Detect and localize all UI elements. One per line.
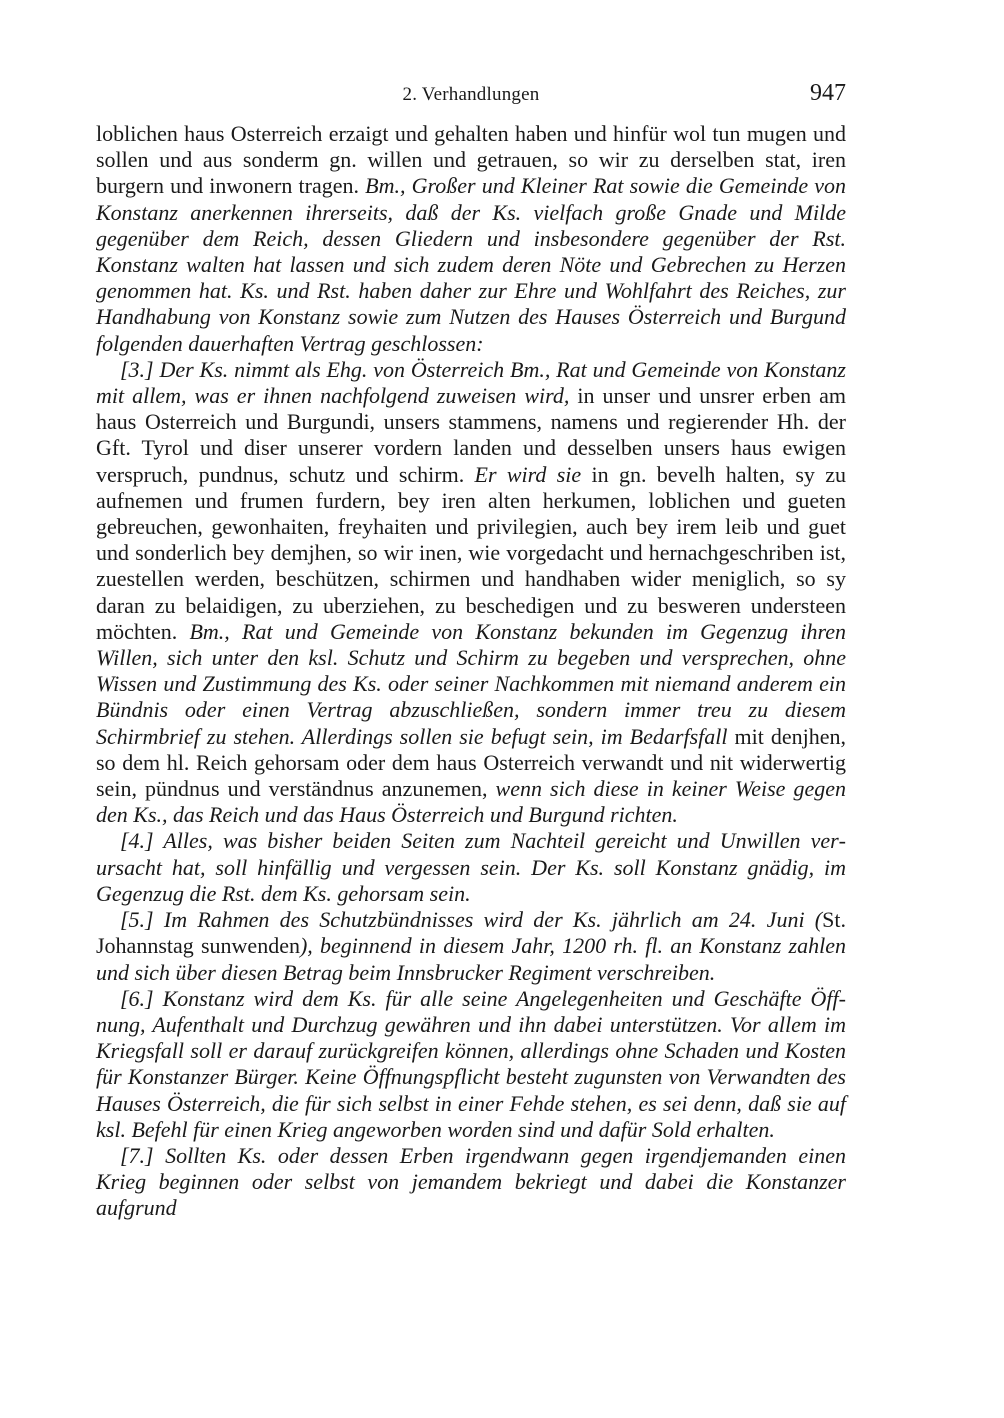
text-segment: St. Johannstag sunwenden: [96, 907, 846, 959]
italic-segment: [7.] Sollten Ks. oder dessen Erben irgendwann gegen irgendjemanden einen Krieg beginnen oder selbst von jemandem bekriegt und dabei die Konstanzer aufgrund: [96, 1142, 846, 1221]
page-number: 947: [810, 80, 846, 106]
paragraph: [96, 1143, 846, 1222]
italic-segment: Er wird sie: [474, 461, 582, 487]
italic-segment: Bm., Großer und Kleiner Rat sowie die Gemeinde von Konstanz anerkennen ihrerseits, daß der Ks. vielfach große Gnade und Milde gegenüber dem Reich, dessen Gliedern und insbesondere gegenüber der Rst. Konstanz walten hat lassen und sich zudem deren Nöte und Gebrechen zu Herzen genommen hat. Ks. und Rst. haben daher zur Ehre und Wohlfahrt des Reiches, zur Handhabung von Konstanz sowie zum Nutzen des Hauses Österreich und Burgund folgenden dauerhaften Vertrag geschlossen:: [96, 173, 847, 356]
italic-segment: wenn sich diese in keiner Weise gegen den Ks., das Reich und das Haus Österreich und Burgund richten.: [96, 776, 847, 828]
paragraph: [96, 357, 846, 829]
text-segment: mit denjhen, so dem hl. Reich gehorsam oder dem haus Osterreich verwandt und nit widerwertig sein, pündnus und verständnus anzunemen,: [96, 723, 846, 802]
italic-segment: Bm., Rat und Gemeinde von Konstanz bekunden im Gegenzug ihren Willen, sich unter den ksl. Schutz und Schirm zu begeben und versprechen, ohne Wissen und Zustimmung des Ks. oder seiner Nachkommen mit niemand anderem ein Bündnis oder einen Vertrag abzuschließen, sondern immer treu zu diesem Schirmbrief zu stehen. Allerdings sollen sie befugt sein, im Bedarfsfall: [96, 618, 846, 749]
text-segment: loblichen haus Osterreich erzaigt und gehalten haben und hinfür wol tun mugen und sollen und aus sonderm gn. willen und getrauen, so wir zu derselben stat, iren burgern und inwonern tragen.: [96, 121, 846, 199]
italic-segment: [6.] Konstanz wird dem Ks. für alle seine Angelegenheiten und Geschäfte Öffnung, Aufenthalt und Durchzug gewähren und ihn dabei unterstützen. Vor allem im Kriegsfall soll er darauf zurückgreifen können, allerdings ohne Schaden und Kosten für Konstanzer Bürger. Keine Öffnungspflicht besteht zugunsten von Verwandten des Hauses Österreich, die für sich selbst in einer Fehde stehen, es sei denn, daß sie auf ksl. Befehl für einen Krieg angeworben worden sind und dafür Sold erhalten.: [96, 985, 846, 1142]
italic-segment: [3.] Der Ks. nimmt als Ehg. von Österreich Bm., Rat und Gemeinde von Konstanz mit allem, was er ihnen nachfolgend zuweisen wird,: [96, 356, 846, 409]
running-header: [96, 80, 846, 110]
italic-segment: [5.] Im Rahmen des Schutzbündnisses wird der Ks. jährlich am 24. Juni (: [120, 907, 823, 933]
paragraph: [96, 121, 846, 357]
paragraph: [96, 907, 846, 986]
paragraph: [96, 828, 846, 907]
running-title: 2. Verhandlungen: [402, 84, 540, 105]
text-segment: in unser und unsrer erben am haus Osterreich und Burgundi, unsers stammens, namens und regierender Hh. der Gft. Tyrol und diser unserer vordern landen und desselben unsers haus ewigen verspruch, pundnus, schutz und schirm.: [96, 383, 847, 487]
body-text: [96, 121, 846, 1222]
italic-segment: [4.] Alles, was bisher beiden Seiten zum Nachteil gereicht und Unwillen verursacht hat, soll hinfällig und vergessen sein. Der Ks. soll Konstanz gnädig, im Gegenzug die Rst. dem Ks. gehorsam sein.: [96, 828, 846, 906]
italic-segment: ), beginnend in diesem Jahr, 1200 rh. fl. an Konstanz zahlen und sich über diesen Betrag beim Innsbrucker Regiment verschreiben.: [96, 933, 846, 985]
text-segment: in gn. bevelh halten, sy zu aufnemen und frumen furdern, bey iren alten herkumen, loblichen und gueten gebreuchen, gewonhaiten, freyhaiten und privilegien, auch bey irem leib und guet und sonderlich bey demjhen, so wir inen, wie vorgedacht und hernachgeschriben ist, zuestellen werden, beschützen, schirmen und handhaben wider meniglich, so sy daran zu belaidigen, zu uberziehen, zu beschedigen und zu besweren understeen möchten.: [96, 461, 846, 644]
paragraph: [96, 986, 846, 1143]
